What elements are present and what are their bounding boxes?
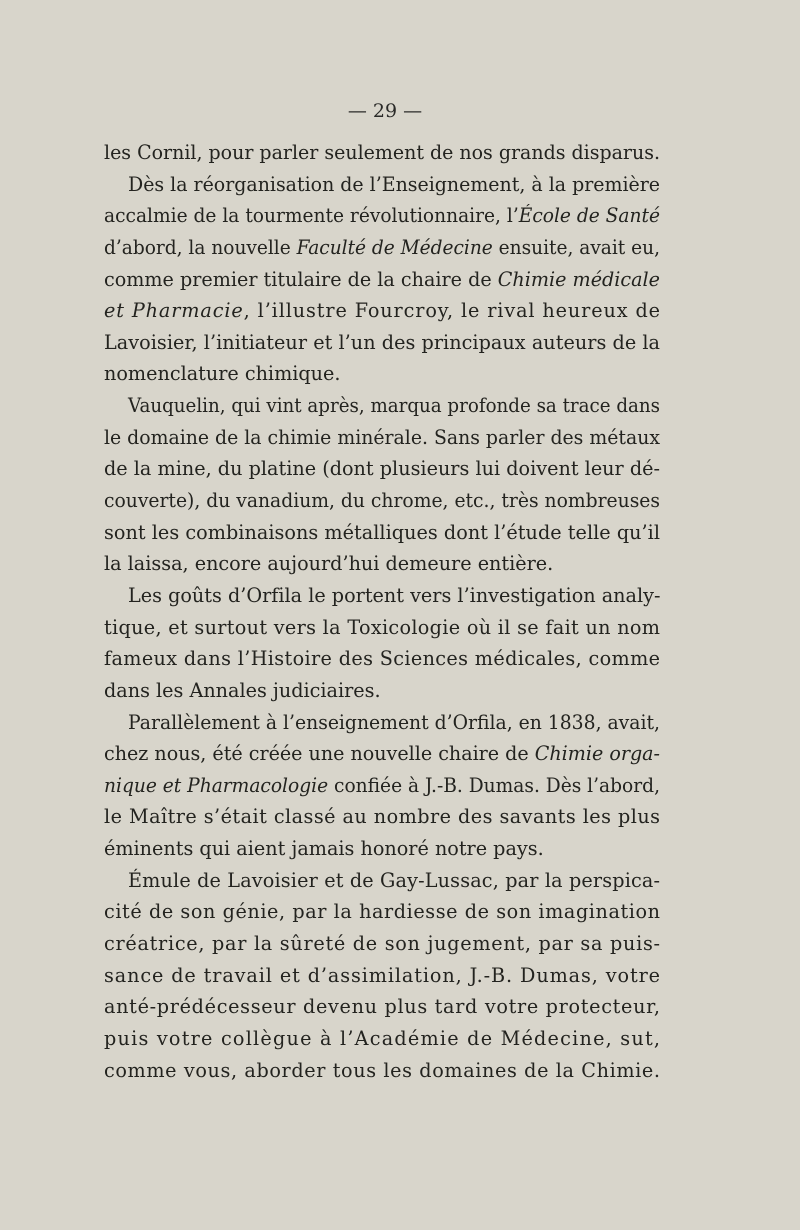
text-run: ensuite, avait eu, <box>492 235 660 259</box>
text-run: anté-prédécesseur devenu plus tard votre protecteur, <box>104 995 661 1019</box>
text-line <box>104 896 660 928</box>
text-run: confiée à J.-B. Dumas. Dès l’abord, <box>328 773 660 797</box>
page-number: — 29 — <box>347 100 423 122</box>
text-run: Les goûts d’Orfila le portent vers l’investigation analy- <box>128 583 661 607</box>
text-line <box>104 1023 660 1055</box>
text-line <box>104 390 660 422</box>
text-line <box>104 707 660 739</box>
text-run: de la mine, du platine (dont plusieurs lui doivent leur dé- <box>104 457 661 481</box>
text-run: tique, et surtout vers la Toxicologie où il se fait un nom <box>104 615 661 639</box>
text-run: Vauquelin, qui vint après, marqua profonde sa trace dans <box>128 394 660 418</box>
text-line <box>104 137 660 169</box>
text-run: Lavoisier, l’initiateur et l’un des principaux auteurs de la <box>104 330 661 354</box>
text-line <box>104 865 660 897</box>
text-line <box>104 738 660 770</box>
text-run: sance de travail et d’assimilation, J.-B. Dumas, votre <box>104 963 661 987</box>
text-run: d’abord, la nouvelle <box>104 235 297 259</box>
text-line <box>104 643 660 675</box>
text-line <box>104 327 660 359</box>
text-run: nomenclature chimique. <box>104 362 341 386</box>
italic-text: École de Santé <box>518 204 660 228</box>
text-run: Parallèlement à l’enseignement d’Orfila, en 1838, avait, <box>128 710 660 734</box>
text-run: couverte), du vanadium, du chrome, etc., très nombreuses <box>104 489 660 513</box>
italic-text: Chimie médicale <box>497 267 660 291</box>
text-line <box>104 960 660 992</box>
text-line <box>104 1055 660 1087</box>
text-line <box>104 169 660 201</box>
text-run: le domaine de la chimie minérale. Sans parler des métaux <box>104 425 660 449</box>
text-line <box>104 232 660 264</box>
text-line <box>104 548 660 580</box>
text-line <box>104 295 660 327</box>
text-line <box>104 517 660 549</box>
text-run: Dès la réorganisation de l’Enseignement, à la première <box>128 172 660 196</box>
text-run: fameux dans l’Histoire des Sciences médicales, comme <box>104 647 661 671</box>
text-run: , l’illustre Fourcroy, le rival heureux de <box>243 299 661 323</box>
body-text <box>104 137 660 1086</box>
text-run: accalmie de la tourmente révolutionnaire, l’ <box>104 204 519 228</box>
text-line <box>104 485 660 517</box>
text-line <box>104 264 660 296</box>
text-run: chez nous, été créée une nouvelle chaire de <box>104 742 535 766</box>
text-run: Émule de Lavoisier et de Gay-Lussac, par la perspica- <box>128 868 661 892</box>
text-run: sont les combinaisons métalliques dont l’étude telle qu’il <box>104 520 661 544</box>
text-line <box>104 453 660 485</box>
text-run: comme vous, aborder tous les domaines de la Chimie. <box>104 1058 661 1082</box>
text-run: les Cornil, pour parler seulement de nos grands disparus. <box>104 141 660 164</box>
text-line <box>104 928 660 960</box>
italic-text: Faculté de Médecine <box>296 235 493 259</box>
text-line <box>104 358 660 390</box>
text-run: cité de son génie, par la hardiesse de son imagination <box>104 900 661 924</box>
text-line <box>104 991 660 1023</box>
text-run: le Maître s’était classé au nombre des savants les plus <box>104 805 661 829</box>
italic-text: Chimie orga- <box>534 742 660 766</box>
text-line <box>104 580 660 612</box>
text-line <box>104 422 660 454</box>
text-run: comme premier titulaire de la chaire de <box>104 267 498 291</box>
text-run: la laissa, encore aujourd’hui demeure entière. <box>104 552 554 576</box>
text-line <box>104 200 660 232</box>
text-run: éminents qui aient jamais honoré notre pays. <box>104 837 544 861</box>
italic-text: et Pharmacie <box>104 299 244 323</box>
text-run: dans les Annales judiciaires. <box>104 678 381 702</box>
text-line <box>104 770 660 802</box>
text-line <box>104 833 660 865</box>
italic-text: nique et Pharmacologie <box>104 773 329 797</box>
text-line <box>104 675 660 707</box>
text-line <box>104 612 660 644</box>
text-run: puis votre collègue à l’Académie de Médecine, sut, <box>104 1026 662 1050</box>
text-run: créatrice, par la sûreté de son jugement, par sa puis- <box>104 932 661 956</box>
text-line <box>104 801 660 833</box>
